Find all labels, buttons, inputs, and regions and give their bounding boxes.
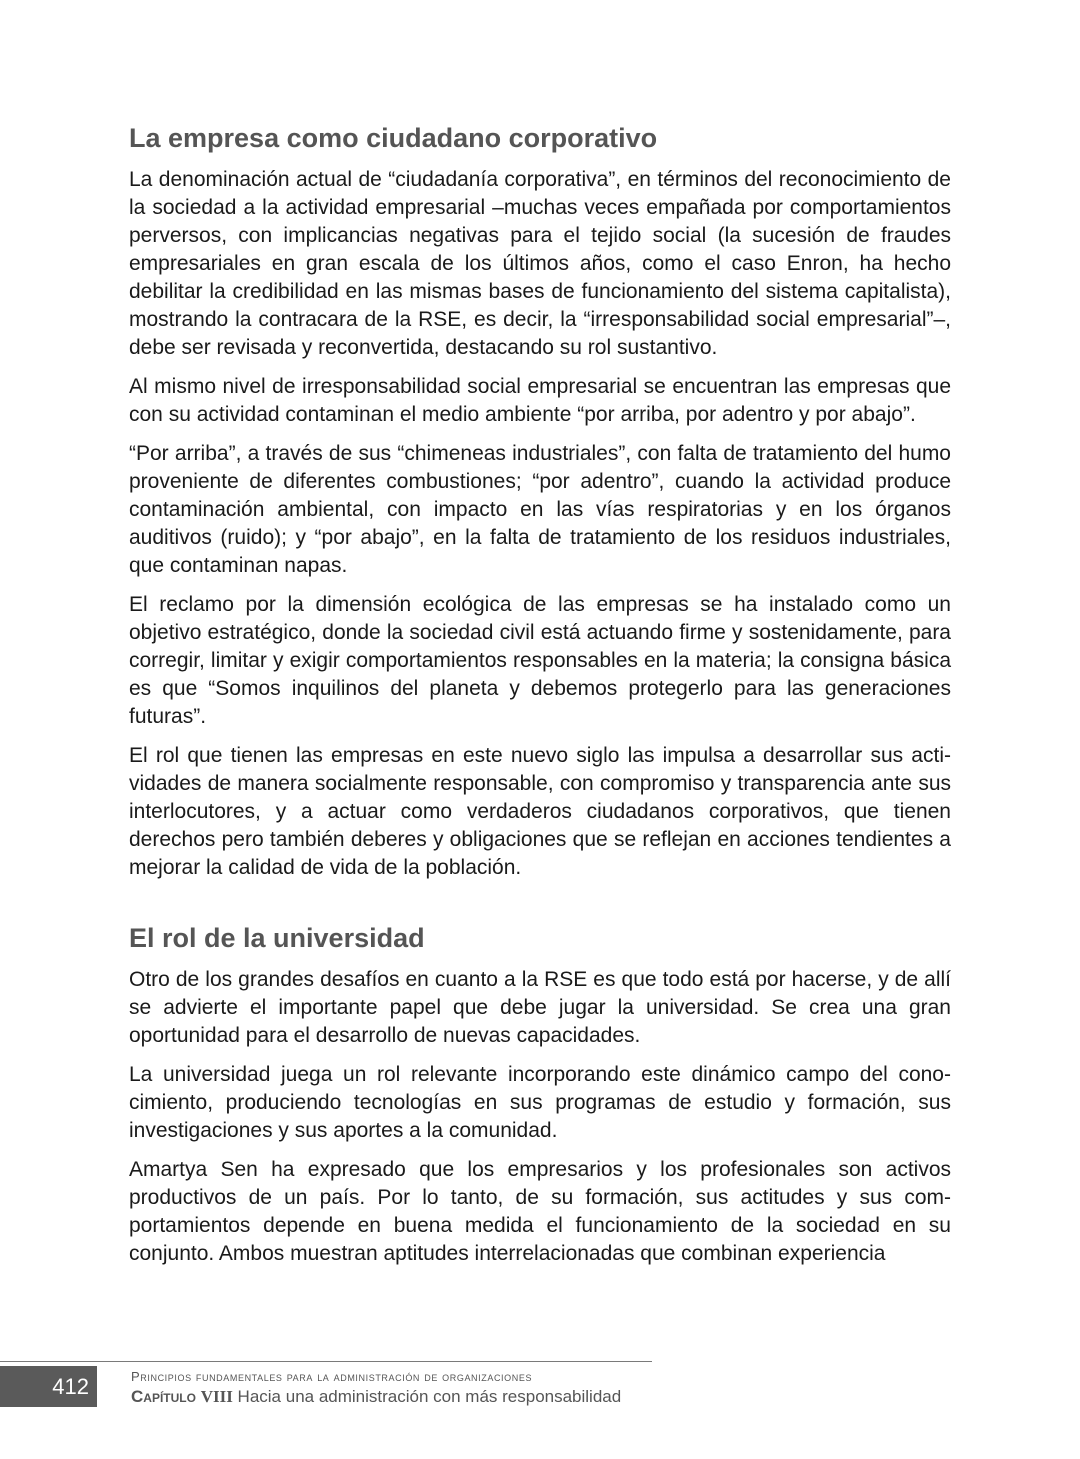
section-heading-empresa: La empresa como ciudadano corporativo — [129, 123, 658, 153]
chapter-title: Hacia una administración con más responsabilidad — [237, 1387, 622, 1406]
paragraph: La denominación actual de “ciudadanía corporativa”, en términos del reconocimiento de la sociedad a la actividad empresarial –muchas veces empañada por comportamientos perversos, con implicancias negativas para el tejido social (la sucesión de fraudes empresariales en gran escala de los últimos años, como el caso Enron, ha hecho debilitar la credibilidad en las mismas bases de funcionamiento del sistema capitalista), mostrando la contracara de la RSE, es decir, la “irresponsabilidad social empresarial”–, debe ser revisada y reconvertida, destacando su rol sustantivo. — [129, 168, 951, 359]
paragraph: Amartya Sen ha expresado que los empresarios y los profesionales son activos productivos de un país. Por lo tanto, de su formación, sus actitudes y sus comportamientos depende en buena medida el funcionamiento de la sociedad en su conjunto. Ambos muestran aptitudes interrelacionadas que combinan experiencia — [129, 1158, 951, 1265]
paragraph: El rol que tienen las empresas en este nuevo siglo las impulsa a desarrollar sus actividades de manera socialmente responsable, con compromiso y transparencia ante sus interlocutores, y a actuar como verdaderos ciudadanos corporativos, que tienen derechos pero también deberes y obligaciones que se reflejan en acciones tendientes a mejorar la calidad de vida de la población. — [129, 744, 951, 879]
chapter-label: Capítulo — [131, 1387, 196, 1406]
paragraph: El reclamo por la dimensión ecológica de las empresas se ha instalado como un objetivo estratégico, donde la sociedad civil está actuando firme y sostenidamente, para corregir, limitar y exigir comportamientos responsables en la materia; la consigna básica es que “Somos inquilinos del planeta y debemos protegerlo para las generaciones futuras”. — [129, 593, 951, 728]
running-footer — [131, 1368, 621, 1408]
chapter-line — [131, 1386, 621, 1408]
section-heading-universidad: El rol de la universidad — [129, 923, 425, 953]
page-number: 412 — [0, 1366, 97, 1407]
footer-divider — [0, 1361, 652, 1362]
paragraph: “Por arriba”, a través de sus “chimeneas industriales”, con falta de tratamiento del humo proveniente de diferentes combustiones; “por adentro”, cuando la actividad produce contaminación ambiental, con impacto en las vías respiratorias y en los órganos auditivos (ruido); y “por abajo”, en la falta de tratamiento de los residuos industriales, que contaminan napas. — [129, 442, 951, 577]
paragraph: Al mismo nivel de irresponsabilidad social empresarial se encuentran las empresas que con su actividad contaminan el medio ambiente “por arriba, por adentro y por abajo”. — [129, 375, 951, 426]
paragraph: Otro de los grandes desafíos en cuanto a la RSE es que todo está por hacerse, y de allí se advierte el importante papel que debe jugar la universidad. Se crea una gran oportunidad para el desarrollo de nuevas capacidades. — [129, 968, 951, 1047]
page-content — [129, 118, 951, 1279]
paragraph: La universidad juega un rol relevante incorporando este dinámico campo del conocimiento, produciendo tecnologías en sus programas de estudio y formación, sus investigaciones y sus aportes a la comunidad. — [129, 1063, 951, 1142]
chapter-number: VIII — [200, 1387, 233, 1406]
book-title: Principios fundamentales para la administración de organizaciones — [131, 1369, 533, 1384]
